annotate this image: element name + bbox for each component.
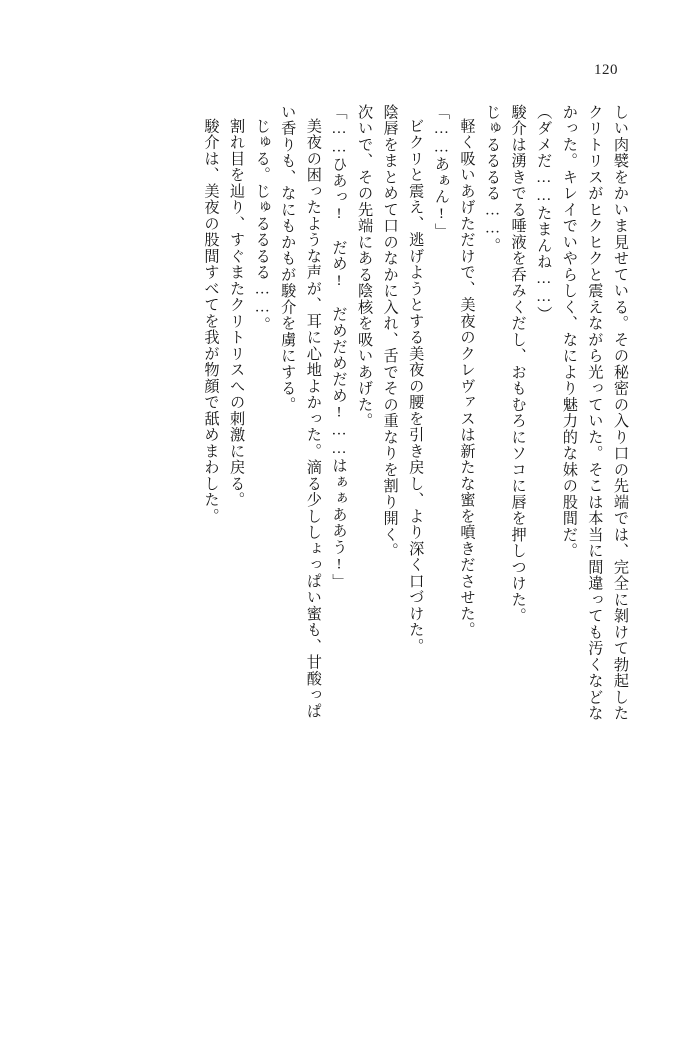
text-column: 駿介は、美夜の股間すべてを我が物顔で舐めまわした。 bbox=[202, 118, 220, 525]
text-column: じゅる。じゅるるるる……。 bbox=[253, 118, 271, 333]
text-column: 駿介は湧きでる唾液を呑みくだし、おもむろにソコに唇を押しつけた。 bbox=[509, 104, 527, 624]
text-column: （ダメだ……たまんね……） bbox=[535, 104, 553, 323]
text-column: 割れ目を辿り、すぐまたクリトリスへの刺激に戻る。 bbox=[228, 118, 246, 508]
text-column: い香りも、なにもかもが駿介を虜にする。 bbox=[279, 104, 297, 413]
text-column: 「……ひあっ! だめ! だめだめだめ!……はぁぁああう!」 bbox=[330, 104, 348, 590]
vertical-text-block bbox=[58, 104, 628, 964]
text-column: ビクリと震え、逃げようとする美夜の腰を引き戻し、より深く口づけた。 bbox=[407, 118, 425, 655]
text-column: かった。キレイでいやらしく、なにより魅力的な妹の股間だ。 bbox=[560, 104, 578, 559]
text-column: じゅるるるる……。 bbox=[484, 104, 502, 254]
text-column: 「……あぁん!」 bbox=[432, 104, 450, 240]
text-column: クリトリスがヒクヒクと震えながら光っていた。そこは本当に間違っても汚くなどな bbox=[586, 104, 604, 722]
text-column: しい肉襞をかいま見せている。その秘密の入り口の先端では、完全に剝けて勃起した bbox=[612, 104, 629, 722]
page-edge bbox=[0, 0, 2, 1050]
text-column: 美夜の困ったような声が、耳に心地よかった。滴る少ししょっぱい蜜も、甘酸っぱ bbox=[304, 118, 322, 720]
text-column: 次いで、その先端にある陰核を吸いあげた。 bbox=[356, 104, 374, 429]
page-number: 120 bbox=[594, 62, 618, 78]
text-column: 軽く吸いあげただけで、美夜のクレヴァスは新たな蜜を噴きださせた。 bbox=[458, 118, 476, 638]
text-column: 陰唇をまとめて口のなかに入れ、舌でその重なりを割り開く。 bbox=[381, 104, 399, 559]
